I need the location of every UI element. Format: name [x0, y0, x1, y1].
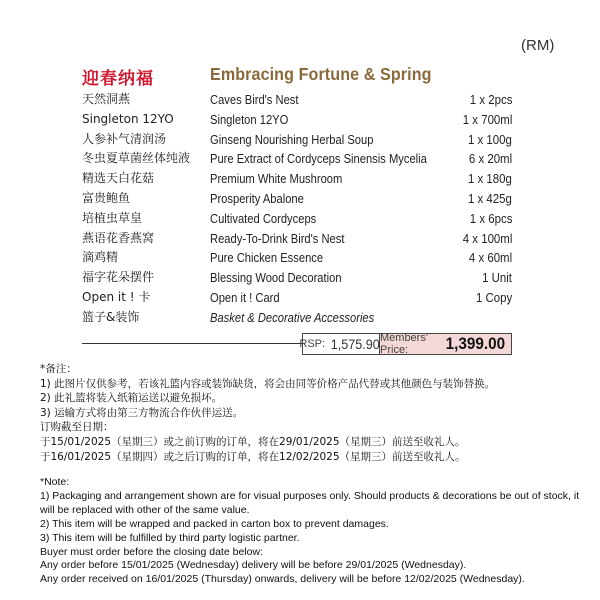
item-name-en: Basket & Decorative Accessories	[210, 309, 375, 325]
item-name-cn: Open it ! 卡	[82, 289, 151, 304]
list-item	[82, 169, 512, 189]
note-line: *Note:	[40, 476, 70, 488]
note-line: 于15/01/2025（星期三）或之前订购的订单，将在29/01/2025（星期三）前送至收礼人。	[40, 435, 466, 448]
currency-label: (RM)	[521, 37, 555, 54]
item-quantity: 4 x 60ml	[468, 250, 512, 266]
item-quantity: 6 x 20ml	[468, 151, 512, 167]
note-line: 订购截至日期：	[40, 421, 114, 434]
divider	[82, 343, 302, 344]
member-price-label: Members' Price:	[380, 332, 428, 356]
list-item	[82, 189, 512, 209]
list-item	[82, 130, 512, 150]
list-item	[82, 209, 512, 229]
item-quantity: 1 x 180g	[468, 171, 512, 187]
notes-english	[40, 476, 585, 587]
item-name-cn: 冬虫夏草菌丝体纯液	[82, 151, 191, 166]
item-name-en: Singleton 12YO	[210, 111, 289, 127]
item-name-cn: 天然洞燕	[82, 92, 131, 106]
item-name-en: Pure Extract of Cordyceps Sinensis Mycelia	[210, 151, 427, 167]
rsp-value: 1,575.90	[330, 336, 380, 352]
note-line: 2) This item will be wrapped and packed in carton box to prevent damages.	[40, 517, 389, 530]
item-list	[82, 90, 512, 328]
item-name-cn: Singleton 12YO	[82, 111, 174, 126]
rsp-price-box	[299, 333, 380, 355]
item-quantity: 1 x 100g	[468, 131, 512, 147]
note-line: 2) 此礼篮将装入纸箱运送以避免损坏。	[40, 392, 223, 405]
list-item	[82, 248, 512, 268]
item-name-en: Prosperity Abalone	[210, 190, 304, 206]
notes-chinese	[40, 362, 580, 464]
item-name-en: Ready-To-Drink Bird's Nest	[210, 230, 345, 246]
item-name-cn: 人参补气清润汤	[82, 131, 167, 146]
note-line: Any order received on 16/01/2025 (Thursday) onwards, delivery will be before 12/02/2025 (Wednesday).	[40, 573, 525, 586]
list-item	[82, 308, 512, 328]
item-name-en: Blessing Wood Decoration	[210, 270, 342, 286]
item-name-en: Premium White Mushroom	[210, 171, 343, 187]
item-name-en: Pure Chicken Essence	[210, 250, 324, 266]
list-item	[82, 149, 512, 169]
note-line: 于16/01/2025（星期四）或之后订购的订单，将在12/02/2025（星期三）前送至收礼人。	[40, 450, 466, 463]
title-chinese: 迎春纳福	[82, 69, 154, 89]
item-name-en: Open it ! Card	[210, 289, 280, 305]
header	[82, 64, 532, 89]
note-line: Buyer must order before the closing date below:	[40, 545, 263, 558]
item-name-en: Caves Bird's Nest	[210, 92, 299, 107]
item-name-cn: 篮子&装饰	[82, 309, 140, 324]
note-line: *备注：	[40, 363, 77, 375]
item-name-en: Cultivated Cordyceps	[210, 210, 317, 226]
member-price-value: 1,399.00	[445, 334, 505, 353]
item-quantity: 1 x 700ml	[462, 111, 512, 127]
note-line: 1) 此图片仅供参考，若该礼篮内容或装饰缺货，将会由同等价格产品代替或其他颜色与装饰替换。	[40, 377, 496, 390]
note-line: 3) 运输方式将由第三方物流合作伙伴运送。	[40, 406, 244, 419]
item-name-cn: 滴鸡精	[82, 250, 119, 265]
list-item	[82, 288, 512, 308]
list-item	[82, 90, 512, 110]
item-quantity: 1 Unit	[482, 270, 512, 286]
item-name-cn: 燕语花香燕窝	[82, 230, 155, 245]
note-line: will be replaced with other of the same value.	[40, 503, 250, 516]
list-item	[82, 110, 512, 130]
note-line: Any order before 15/01/2025 (Wednesday) delivery will be before 29/01/2025 (Wednesday).	[40, 559, 467, 572]
list-item	[82, 268, 512, 288]
item-quantity: 4 x 100ml	[462, 230, 512, 246]
note-line: 1) Packaging and arrangement shown are for visual purposes only. Should products & decorations be out of stock, it	[40, 489, 580, 502]
list-item	[82, 229, 512, 249]
item-quantity: 1 x 2pcs	[469, 92, 512, 107]
title-english: Embracing Fortune & Spring	[210, 64, 432, 84]
item-name-cn: 精选天白花菇	[82, 171, 155, 186]
member-price-box	[380, 333, 512, 355]
item-name-cn: 培植虫草皇	[82, 210, 143, 225]
note-line: 3) This item will be fulfilled by third party logistic partner.	[40, 531, 300, 544]
item-name-cn: 富贵鲍鱼	[82, 190, 131, 205]
item-quantity: 1 x 6pcs	[469, 210, 512, 226]
item-name-en: Ginseng Nourishing Herbal Soup	[210, 131, 374, 147]
item-quantity: 1 x 425g	[468, 190, 512, 206]
rsp-label: RSP:	[299, 338, 326, 350]
item-quantity: 1 Copy	[475, 289, 512, 305]
item-name-cn: 福字花朵摆件	[82, 270, 155, 285]
